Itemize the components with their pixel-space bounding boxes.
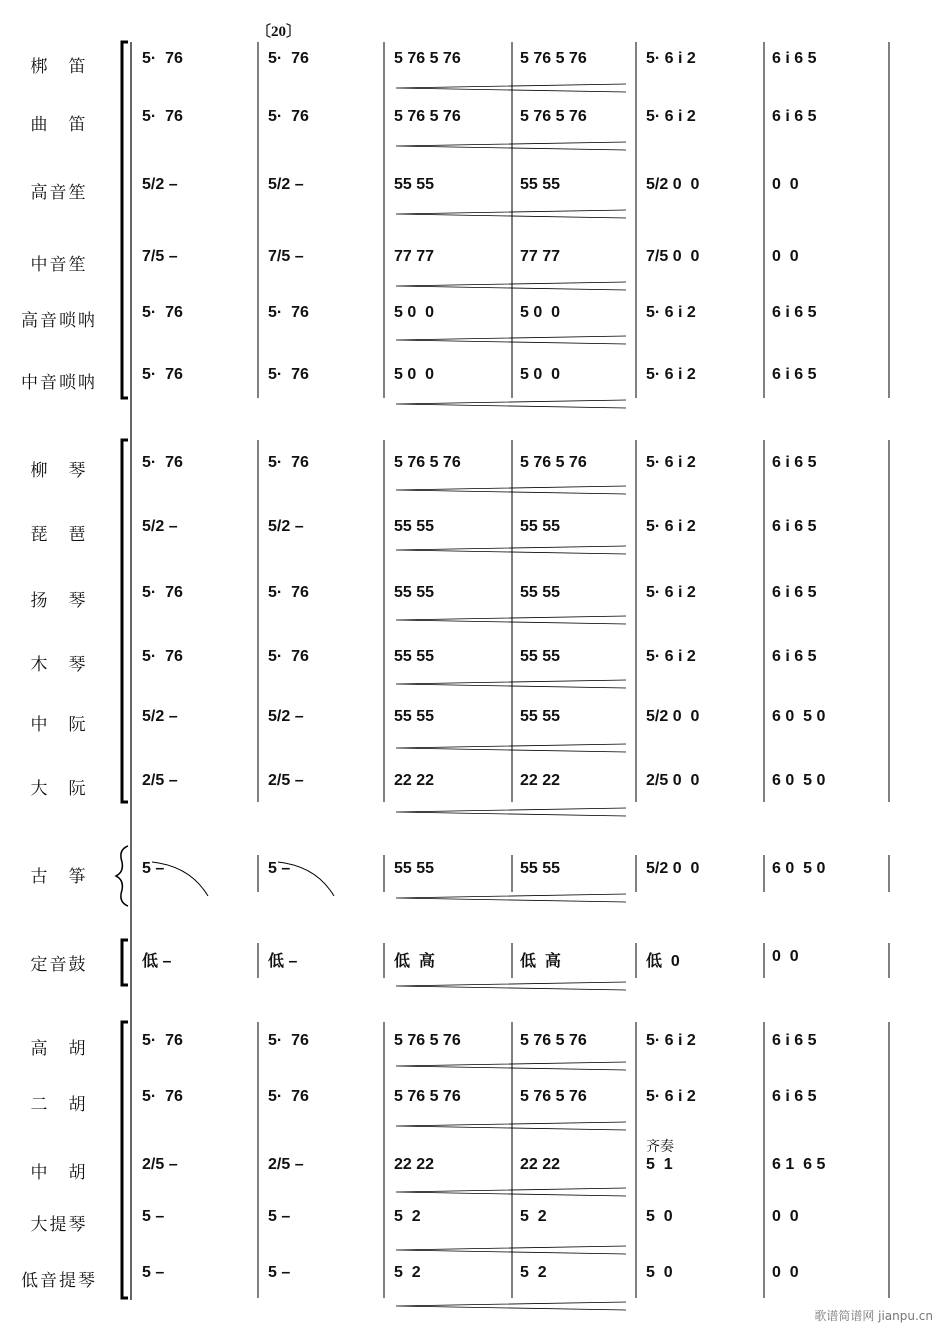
measure: 5· 76 [142, 1032, 183, 1049]
measure: 22 22 [520, 1156, 561, 1173]
measure: 5· 76 [268, 366, 309, 383]
measure: 7/5 0 0 [646, 248, 700, 265]
measure: 0 0 [772, 948, 799, 965]
measure: 5· 6 i 2 [646, 50, 696, 67]
measure: 0 0 [772, 1208, 799, 1225]
instrument-label: 中 阮 [30, 715, 88, 735]
measure: 55 55 [520, 648, 561, 665]
measure: 5 76 5 76 [394, 1088, 461, 1105]
measure: 低 – [268, 953, 298, 970]
measure: 2/5 – [142, 772, 178, 789]
measure: 5· 6 i 2 [646, 304, 696, 321]
measure: 2/5 – [268, 1156, 304, 1173]
measure: 5· 76 [142, 108, 183, 125]
measure: 5 – [142, 1208, 165, 1225]
measure: 5 2 [394, 1264, 421, 1281]
measure: 5 0 0 [520, 366, 561, 383]
measure: 0 0 [772, 248, 799, 265]
measure: 5/2 – [268, 708, 304, 725]
measure: 5 2 [520, 1208, 547, 1225]
measure: 5 0 0 [394, 304, 435, 321]
measure: 55 55 [520, 176, 561, 193]
measure: 6 0 5 0 [772, 860, 826, 877]
measure: 5 0 0 [394, 366, 435, 383]
measure: 22 22 [394, 772, 435, 789]
measure: 5· 6 i 2 [646, 518, 696, 535]
measure: 5/2 0 0 [646, 860, 700, 877]
measure: 55 55 [394, 648, 435, 665]
measure: 5· 76 [142, 454, 183, 471]
measure: 5· 76 [142, 584, 183, 601]
measure: 5· 76 [142, 1088, 183, 1105]
instrument-label: 曲 笛 [30, 115, 88, 135]
measure: 5· 6 i 2 [646, 1032, 696, 1049]
measure: 5· 76 [142, 304, 183, 321]
measure: 55 55 [394, 584, 435, 601]
measure: 5· 76 [268, 648, 309, 665]
measure: 5· 76 [268, 584, 309, 601]
measure: 5/2 – [142, 176, 178, 193]
measure: 5· 76 [268, 454, 309, 471]
measure: 55 55 [394, 518, 435, 535]
measure: 5· 76 [268, 1032, 309, 1049]
measure: 5· 6 i 2 [646, 108, 696, 125]
measure: 77 77 [394, 248, 435, 265]
measure: 5 76 5 76 [520, 50, 587, 67]
instrument-label: 高 胡 [30, 1039, 88, 1059]
measure: 5· 76 [268, 1088, 309, 1105]
measure: 5· 6 i 2 [646, 648, 696, 665]
measure: 5 0 [646, 1208, 673, 1225]
measure: 5 – [268, 1208, 291, 1225]
tutti-label: 齐奏 [646, 1138, 674, 1154]
measure: 5 – [268, 860, 291, 877]
instrument-label: 定音鼓 [30, 955, 88, 975]
measure: 55 55 [394, 176, 435, 193]
measure: 5 0 0 [520, 304, 561, 321]
measure: 0 0 [772, 176, 799, 193]
measure: 5 76 5 76 [520, 1032, 587, 1049]
measure: 5· 6 i 2 [646, 366, 696, 383]
measure: 6 i 6 5 [772, 304, 817, 321]
measure: 6 i 6 5 [772, 1088, 817, 1105]
measure: 22 22 [394, 1156, 435, 1173]
instrument-label: 中 胡 [30, 1163, 88, 1183]
measure: 55 55 [520, 860, 561, 877]
instrument-label: 梆 笛 [30, 57, 88, 77]
measure: 7/5 – [268, 248, 304, 265]
measure: 55 55 [520, 584, 561, 601]
measure: 5· 6 i 2 [646, 454, 696, 471]
measure: 5· 76 [142, 366, 183, 383]
measure: 6 i 6 5 [772, 50, 817, 67]
measure: 5 76 5 76 [520, 1088, 587, 1105]
measure: 55 55 [520, 708, 561, 725]
measure: 5/2 – [268, 518, 304, 535]
measure: 5/2 0 0 [646, 708, 700, 725]
measure: 2/5 – [142, 1156, 178, 1173]
measure: 5 – [142, 1264, 165, 1281]
measure: 0 0 [772, 1264, 799, 1281]
measure: 5 – [268, 1264, 291, 1281]
measure: 低 高 [520, 953, 561, 970]
instrument-label: 古 筝 [30, 867, 88, 887]
measure: 5 76 5 76 [394, 454, 461, 471]
instrument-label: 中音唢呐 [21, 373, 97, 393]
measure: 6 1 6 5 [772, 1156, 826, 1173]
measure: 5 76 5 76 [520, 454, 587, 471]
measure: 5 76 5 76 [394, 1032, 461, 1049]
measure: 5· 76 [268, 304, 309, 321]
measure: 2/5 – [268, 772, 304, 789]
instrument-label: 柳 琴 [30, 461, 88, 481]
measure: 5· 6 i 2 [646, 1088, 696, 1105]
measure: 6 i 6 5 [772, 108, 817, 125]
measure: 5 – [142, 860, 165, 877]
measure: 5· 6 i 2 [646, 584, 696, 601]
measure: 6 0 5 0 [772, 772, 826, 789]
measure: 2/5 0 0 [646, 772, 700, 789]
measure: 低 0 [646, 953, 680, 970]
measure: 5 76 5 76 [394, 108, 461, 125]
measure: 6 i 6 5 [772, 648, 817, 665]
measure: 5 76 5 76 [520, 108, 587, 125]
measure: 5 76 5 76 [394, 50, 461, 67]
measure: 5 2 [394, 1208, 421, 1225]
instrument-label: 低音提琴 [21, 1271, 97, 1291]
instrument-label: 琵 琶 [30, 525, 88, 545]
instrument-label: 二 胡 [30, 1095, 88, 1115]
measure: 5 1 [646, 1156, 673, 1173]
measure: 6 0 5 0 [772, 708, 826, 725]
measure: 6 i 6 5 [772, 518, 817, 535]
measure: 5· 76 [268, 108, 309, 125]
instrument-label: 大 阮 [30, 779, 88, 799]
instrument-label: 大提琴 [30, 1215, 88, 1235]
instrument-label: 中音笙 [30, 255, 88, 275]
measure: 5/2 – [142, 708, 178, 725]
measure: 5· 76 [142, 50, 183, 67]
measure: 5· 76 [268, 50, 309, 67]
measure: 5/2 – [268, 176, 304, 193]
measure: 55 55 [394, 708, 435, 725]
measure: 6 i 6 5 [772, 584, 817, 601]
instrument-label: 扬 琴 [30, 591, 88, 611]
measure: 77 77 [520, 248, 561, 265]
rehearsal-mark: 〔20〕 [256, 24, 302, 40]
instrument-label: 高音唢呐 [21, 311, 97, 331]
measure: 5 0 [646, 1264, 673, 1281]
instrument-label: 高音笙 [30, 183, 88, 203]
measure: 低 – [142, 953, 172, 970]
measure: 6 i 6 5 [772, 1032, 817, 1049]
measure: 55 55 [520, 518, 561, 535]
measure: 5/2 – [142, 518, 178, 535]
measure: 22 22 [520, 772, 561, 789]
measure: 5· 76 [142, 648, 183, 665]
measure: 5/2 0 0 [646, 176, 700, 193]
watermark: 歌谱简谱网 jianpu.cn [814, 1309, 933, 1323]
measure: 低 高 [394, 953, 435, 970]
measure: 6 i 6 5 [772, 454, 817, 471]
measure: 55 55 [394, 860, 435, 877]
measure: 7/5 – [142, 248, 178, 265]
measure: 5 2 [520, 1264, 547, 1281]
measure: 6 i 6 5 [772, 366, 817, 383]
instrument-label: 木 琴 [30, 655, 88, 675]
